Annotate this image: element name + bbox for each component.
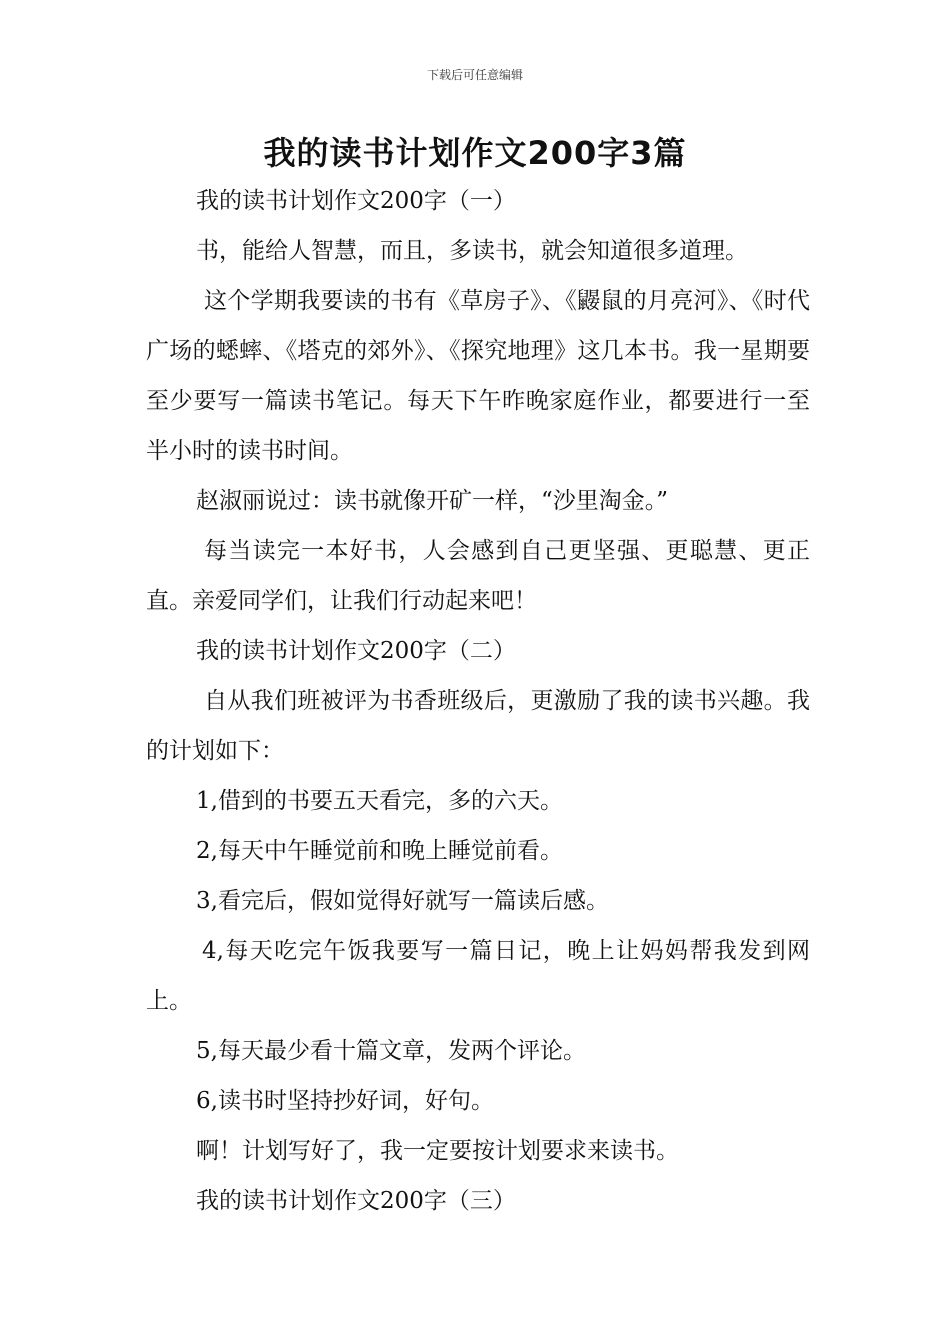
paragraph: 自从我们班被评为书香班级后，更激励了我的读书兴趣。我的计划如下： (146, 688, 810, 764)
document-body (146, 176, 810, 1226)
list-item: 2,每天中午睡觉前和晚上睡觉前看。 (196, 838, 563, 864)
list-item: 6,读书时坚持抄好词，好句。 (196, 1088, 494, 1114)
paragraph: 这个学期我要读的书有《草房子》、《鼹鼠的月亮河》、《时代广场的蟋蟀、《塔克的郊外》、《探究地理》这几本书。我一星期要至少要写一篇读书笔记。每天下午昨晚家庭作业，都要进行一至半小时的读书时间。 (146, 288, 810, 464)
list-item: 5,每天最少看十篇文章，发两个评论。 (196, 1038, 586, 1064)
section-heading-1: 我的读书计划作文200字（一） (196, 188, 516, 214)
paragraph: 每当读完一本好书，人会感到自己更坚强、更聪慧、更正直。亲爱同学们，让我们行动起来吧！ (146, 538, 810, 614)
list-item: 4,每天吃完午饭我要写一篇日记，晚上让妈妈帮我发到网上。 (146, 938, 810, 1014)
list-item: 1,借到的书要五天看完，多的六天。 (196, 788, 563, 814)
paragraph: 书，能给人智慧，而且，多读书，就会知道很多道理。 (196, 238, 748, 264)
paragraph: 啊！计划写好了，我一定要按计划要求来读书。 (196, 1138, 679, 1164)
document-title: 我的读书计划作文200字3篇 (263, 134, 687, 172)
section-heading-2: 我的读书计划作文200字（二） (196, 638, 516, 664)
section-heading-3: 我的读书计划作文200字（三） (196, 1188, 516, 1214)
list-item: 3,看完后，假如觉得好就写一篇读后感。 (196, 888, 609, 914)
header-note: 下载后可任意编辑 (426, 68, 523, 82)
paragraph: 赵淑丽说过：读书就像开矿一样，“沙里淘金。” (196, 488, 669, 514)
